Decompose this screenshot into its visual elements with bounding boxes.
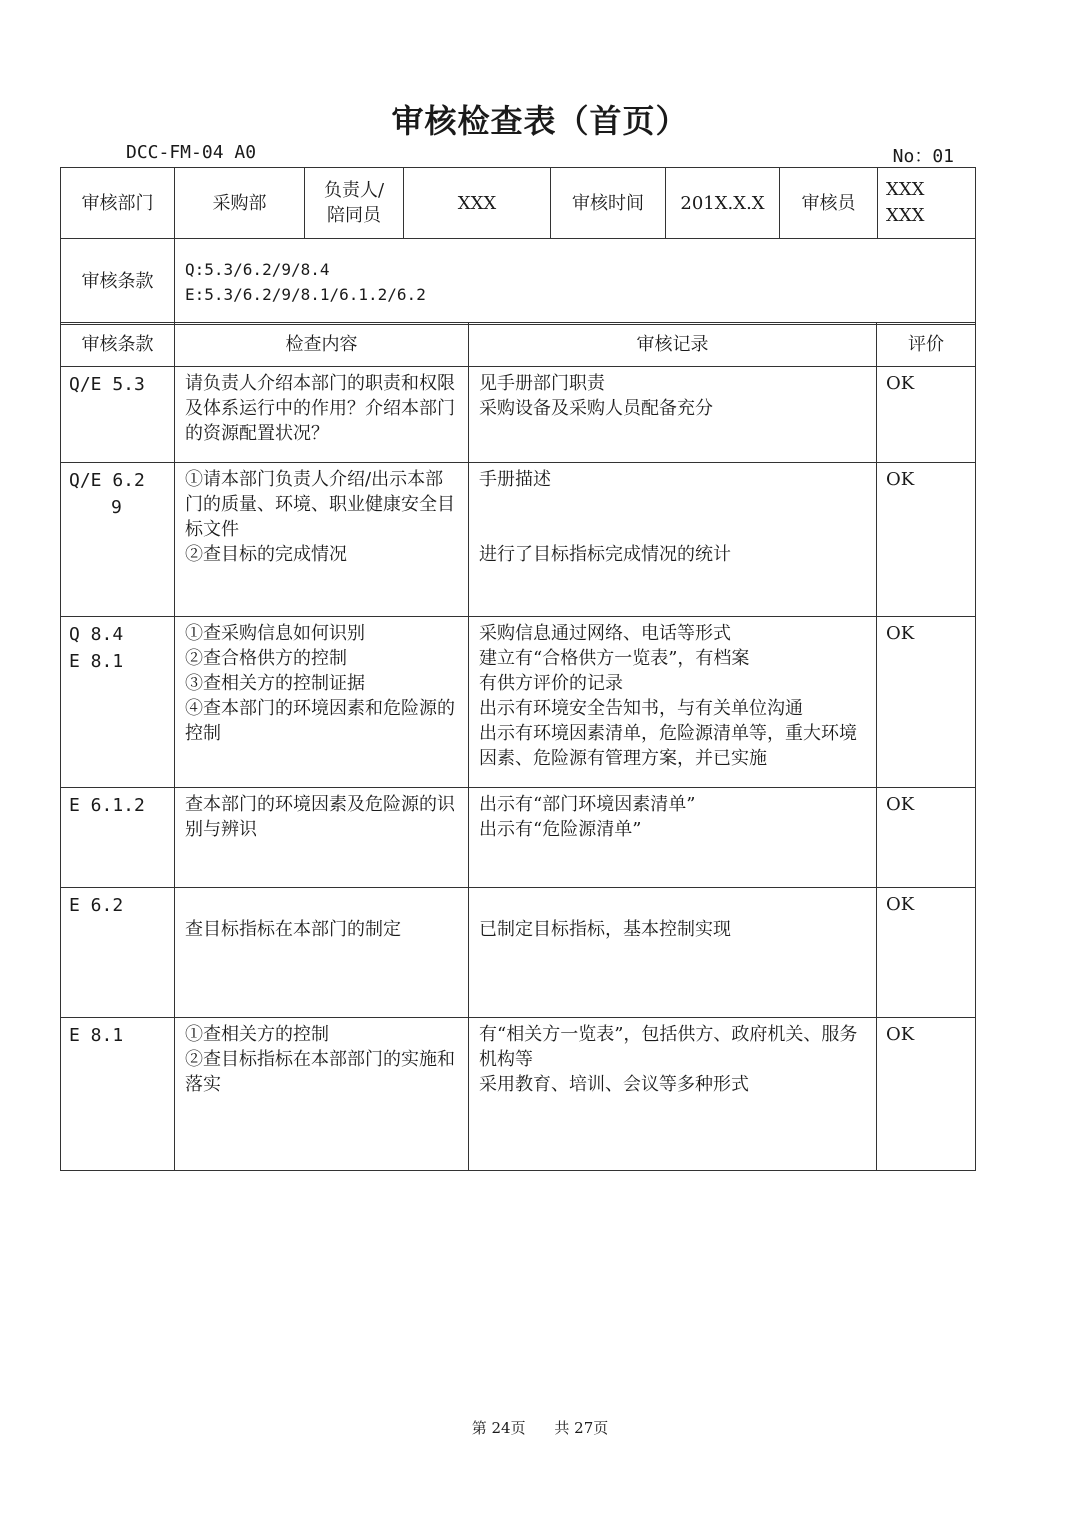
auditor-label: 审核员 xyxy=(780,168,878,239)
record-cell xyxy=(469,367,877,463)
record-cell-line: 有供方评价的记录 xyxy=(479,673,623,694)
content-cell xyxy=(175,888,469,1018)
clause-cell xyxy=(61,463,175,617)
record-cell-line xyxy=(479,517,868,542)
clause-cell xyxy=(61,788,175,888)
clause-cell-line: Q/E 6.2 xyxy=(69,470,145,491)
clauses-label: 审核条款 xyxy=(61,239,175,325)
eval-cell: OK xyxy=(877,367,976,463)
record-cell-line: 已制定目标指标，基本控制实现 xyxy=(479,919,731,940)
auditor-name: XXX xyxy=(886,205,925,226)
clause-cell xyxy=(61,1018,175,1171)
dept-value: 采购部 xyxy=(175,168,305,239)
time-label: 审核时间 xyxy=(551,168,666,239)
col-clause: 审核条款 xyxy=(61,323,175,367)
auditor-values xyxy=(878,168,976,239)
time-value: 201X.X.X xyxy=(666,168,780,239)
clause-cell xyxy=(61,888,175,1018)
page-title: 审核检查表（首页） xyxy=(391,102,689,140)
record-cell-line xyxy=(479,892,868,917)
content-cell xyxy=(175,788,469,888)
content-cell-line: ③查相关方的控制证据 xyxy=(185,673,365,694)
doc-number: No：01 xyxy=(892,146,954,167)
col-record: 审核记录 xyxy=(469,323,877,367)
table-row xyxy=(61,888,976,1018)
record-cell-line: 建立有“合格供方一览表”，有档案 xyxy=(479,648,750,669)
record-cell xyxy=(469,617,877,788)
eval-cell: OK xyxy=(877,617,976,788)
clauses-value xyxy=(175,239,976,325)
clauses-line: Q:5.3/6.2/9/8.4 xyxy=(185,259,330,279)
table-row xyxy=(61,788,976,888)
clause-cell-line: Q/E 5.3 xyxy=(69,374,145,395)
checklist-table xyxy=(60,322,976,1171)
content-cell-line: 查本部门的环境因素及危险源的识别与辨识 xyxy=(185,794,455,840)
content-cell-line: ①请本部门负责人介绍/出示本部门的质量、环境、职业健康安全目标文件 xyxy=(185,469,455,540)
record-cell-line: 采购信息通过网络、电话等形式 xyxy=(479,623,731,644)
content-cell xyxy=(175,617,469,788)
col-content: 检查内容 xyxy=(175,323,469,367)
table-row xyxy=(61,617,976,788)
content-cell-line: ①查相关方的控制 xyxy=(185,1024,329,1045)
content-cell-line: ①查采购信息如何识别 xyxy=(185,623,365,644)
page-total: 共 27页 xyxy=(554,1419,609,1437)
content-cell xyxy=(175,463,469,617)
content-cell xyxy=(175,367,469,463)
col-eval: 评价 xyxy=(877,323,976,367)
record-cell-line: 采用教育、培训、会议等多种形式 xyxy=(479,1074,749,1095)
auditor-name: XXX xyxy=(886,179,925,200)
clause-cell-line: E 6.2 xyxy=(69,895,124,916)
dept-label: 审核部门 xyxy=(61,168,175,239)
content-cell-line: 查目标指标在本部门的制定 xyxy=(185,919,401,940)
record-cell-line: 出示有“部门环境因素清单” xyxy=(479,794,696,815)
clause-cell-line: E 8.1 xyxy=(69,651,124,672)
doc-code: DCC-FM-04 A0 xyxy=(126,142,257,163)
record-cell-line: 出示有环境安全告知书，与有关单位沟通 xyxy=(479,698,803,719)
eval-cell: OK xyxy=(877,463,976,617)
page-number: 第 24页 xyxy=(471,1419,526,1437)
clause-cell-line: 9 xyxy=(111,497,122,518)
eval-cell: OK xyxy=(877,788,976,888)
clause-cell-line: E 8.1 xyxy=(69,1025,124,1046)
clause-cell xyxy=(61,617,175,788)
clauses-line: E:5.3/6.2/9/8.1/6.1.2/6.2 xyxy=(185,284,426,304)
page-footer xyxy=(0,1417,1080,1438)
record-cell-line: 见手册部门职责 xyxy=(479,373,605,394)
record-cell-line: 采购设备及采购人员配备充分 xyxy=(479,398,713,419)
content-cell-line: 请负责人介绍本部门的职责和权限及体系运行中的作用？介绍本部门的资源配置状况？ xyxy=(185,373,455,444)
eval-cell: OK xyxy=(877,888,976,1018)
record-cell-line: 手册描述 xyxy=(479,469,551,490)
clause-cell xyxy=(61,367,175,463)
record-cell xyxy=(469,888,877,1018)
clause-cell-line: Q 8.4 xyxy=(69,624,124,645)
table-row xyxy=(61,1018,976,1171)
table-row xyxy=(61,463,976,617)
record-cell-line: 进行了目标指标完成情况的统计 xyxy=(479,544,731,565)
header-table xyxy=(60,167,976,325)
record-cell-line: 有“相关方一览表”，包括供方、政府机关、服务机构等 xyxy=(479,1024,858,1070)
table-row xyxy=(61,367,976,463)
content-cell-line: ④查本部门的环境因素和危险源的控制 xyxy=(185,698,455,744)
record-cell xyxy=(469,463,877,617)
clause-cell-line: E 6.1.2 xyxy=(69,795,145,816)
record-cell xyxy=(469,788,877,888)
owner-label-text: 负责人/ 陪同员 xyxy=(323,180,385,226)
record-cell xyxy=(469,1018,877,1171)
content-cell-line: ②查目标指标在本部部门的实施和落实 xyxy=(185,1049,455,1095)
owner-value: XXX xyxy=(404,168,551,239)
record-cell-line xyxy=(479,492,868,517)
content-cell-line: ②查合格供方的控制 xyxy=(185,648,347,669)
record-cell-line: 出示有环境因素清单，危险源清单等，重大环境因素、危险源有管理方案，并已实施 xyxy=(479,723,857,769)
eval-cell: OK xyxy=(877,1018,976,1171)
content-cell xyxy=(175,1018,469,1171)
content-cell-line: ②查目标的完成情况 xyxy=(185,544,347,565)
content-cell-line xyxy=(185,892,460,917)
owner-label xyxy=(305,168,404,239)
record-cell-line: 出示有“危险源清单” xyxy=(479,819,642,840)
